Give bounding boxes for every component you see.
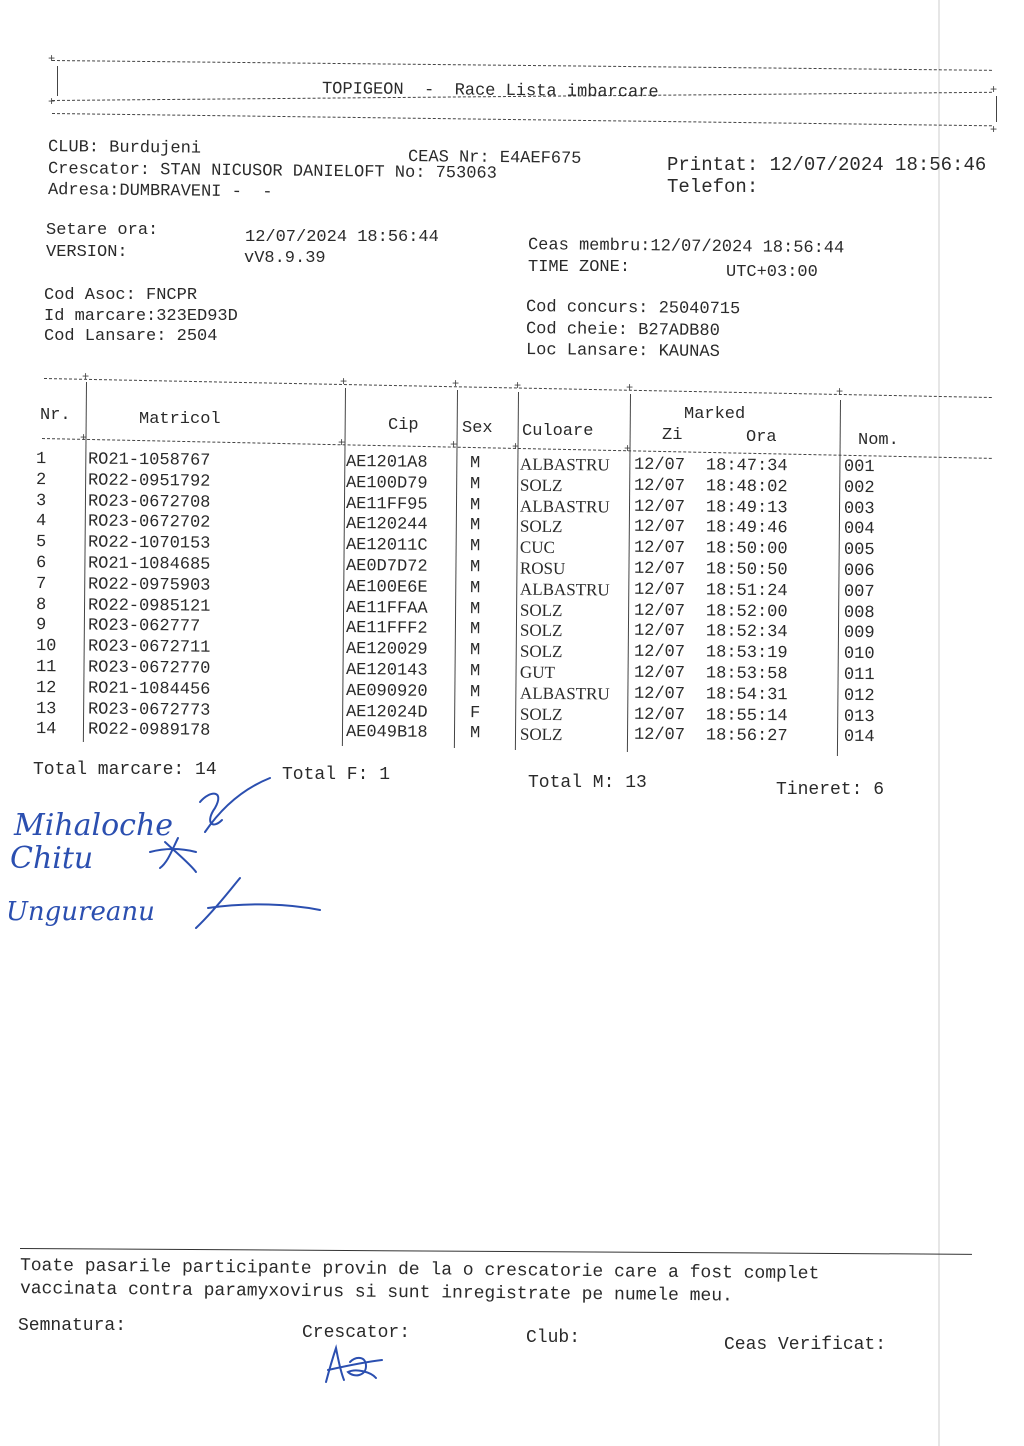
cell-nr: 14	[35, 720, 57, 740]
version-label: VERSION:	[46, 243, 128, 262]
cell-nom: 001	[843, 457, 875, 478]
cell-cip: AE100D79	[345, 473, 428, 494]
footer-rule	[20, 1248, 972, 1255]
cell-cip: AE100E6E	[345, 577, 428, 598]
cell-zi: 12/07	[633, 580, 686, 601]
cell-culoare: ALBASTRU	[519, 579, 610, 600]
cell-ora: 18:51:24	[705, 581, 788, 602]
cell-cip: AE120029	[345, 640, 428, 660]
cell-nr: 5	[35, 533, 47, 553]
cell-zi: 12/07	[633, 538, 686, 559]
statement-line-2: vaccinata contra paramyxovirus si sunt inregistrate pe numele meu.	[19, 1279, 733, 1307]
cell-sex: M	[469, 454, 481, 474]
header-zi: Zi	[662, 426, 683, 445]
cell-nom: 006	[843, 561, 875, 582]
cell-zi: 12/07	[633, 705, 686, 725]
header-ora: Ora	[746, 428, 777, 447]
cell-cip: AE0D7D72	[345, 556, 428, 577]
cell-ora: 18:52:00	[705, 602, 788, 622]
cell-cip: AE120244	[345, 515, 428, 536]
header-sex: Sex	[462, 419, 493, 438]
cell-nom: 012	[843, 686, 875, 706]
club-label: Club:	[526, 1328, 581, 1348]
handwritten-name-2: Chitu	[10, 841, 94, 876]
cell-ora: 18:48:02	[705, 477, 788, 498]
cell-zi: 12/07	[633, 559, 686, 580]
cell-nr: 11	[35, 658, 57, 678]
statement-line-1: Toate pasarile participante provin de la o crescatorie care a fost complet	[19, 1256, 820, 1285]
ceas-line: CEAS Nr: E4AEF675	[407, 148, 582, 169]
cod-concurs: Cod concurs: 25040715	[525, 298, 741, 320]
id-marcare: Id marcare:323ED93D	[44, 307, 238, 326]
cell-nom: 014	[843, 728, 875, 748]
header-nom: Nom.	[858, 431, 899, 450]
time-zone-value: UTC+03:00	[726, 263, 818, 282]
handwritten-name-1: Mihaloche	[14, 808, 174, 843]
cod-asoc: Cod Asoc: FNCPR	[44, 286, 198, 305]
telefon-line: Telefon:	[667, 176, 759, 198]
cell-sex: M	[469, 578, 481, 599]
cell-matricol: RO21-1058767	[87, 450, 211, 471]
cell-nom: 013	[843, 707, 875, 727]
handwritten-signatures	[0, 760, 360, 960]
cell-zi: 12/07	[633, 518, 686, 538]
cell-nom: 003	[843, 499, 875, 519]
cell-culoare: SOLZ	[519, 641, 563, 662]
cell-culoare: SOLZ	[519, 517, 563, 537]
report-title: TOPIGEON - Race Lista imbarcare	[321, 80, 659, 103]
cell-culoare: ROSU	[519, 558, 566, 579]
cell-ora: 18:50:00	[705, 539, 788, 560]
crescator-line: Crescator: STAN NICUSOR DANIELOFT No: 753063	[47, 160, 497, 184]
cell-sex: M	[469, 682, 481, 703]
cell-zi: 12/07	[633, 622, 686, 642]
cell-ora: 18:52:34	[705, 622, 788, 643]
cell-ora: 18:54:31	[705, 685, 788, 706]
cell-matricol: RO23-062777	[87, 616, 201, 637]
cell-ora: 18:53:19	[705, 643, 788, 664]
cell-nom: 010	[843, 644, 875, 665]
cell-sex: M	[469, 724, 481, 744]
cell-nr: 7	[35, 574, 47, 594]
cell-zi: 12/07	[633, 726, 686, 746]
cell-zi: 12/07	[633, 642, 686, 663]
cell-cip: AE090920	[345, 681, 428, 702]
cell-sex: F	[469, 703, 481, 723]
time-zone-label: TIME ZONE:	[528, 258, 631, 277]
printat-line: Printat: 12/07/2024 18:56:46	[667, 154, 987, 176]
cell-matricol: RO23-0672711	[87, 637, 211, 658]
cell-ora: 18:50:50	[705, 560, 788, 581]
cell-matricol: RO21-1084456	[87, 679, 211, 700]
ceas-verificat-label: Ceas Verificat:	[724, 1335, 887, 1355]
handwritten-name-3: Ungureanu	[6, 897, 155, 927]
cell-matricol: RO23-0672773	[87, 700, 211, 721]
crescator-label: Crescator:	[302, 1323, 411, 1343]
cell-zi: 12/07	[633, 476, 686, 497]
cell-cip: AE12011C	[345, 536, 428, 556]
cell-nom: 009	[843, 624, 875, 644]
cell-nr: 6	[35, 554, 47, 574]
cell-nr: 10	[35, 637, 57, 657]
header-marked: Marked	[684, 405, 746, 424]
cell-sex: M	[469, 537, 481, 557]
cell-sex: M	[469, 474, 481, 495]
cell-ora: 18:53:58	[705, 664, 788, 685]
cell-nr: 4	[35, 512, 47, 532]
cell-matricol: RO22-0985121	[87, 596, 211, 617]
cell-sex: M	[469, 516, 481, 536]
cell-culoare: SOLZ	[519, 704, 563, 724]
cell-ora: 18:49:13	[705, 498, 788, 518]
club-line: CLUB: Burdujeni	[47, 138, 202, 159]
cell-culoare: SOLZ	[519, 621, 563, 641]
cell-nr: 2	[35, 470, 47, 490]
total-m: Total M: 13	[528, 773, 647, 793]
crescator-signature	[316, 1342, 396, 1392]
cell-culoare: ALBASTRU	[519, 496, 610, 517]
cell-matricol: RO22-1070153	[87, 533, 211, 554]
total-f: Total F: 1	[282, 765, 391, 785]
ceas-membru-line: Ceas membru:12/07/2024 18:56:44	[527, 236, 845, 259]
cell-matricol: RO22-0951792	[87, 471, 211, 492]
cell-culoare: SOLZ	[519, 475, 563, 495]
cod-cheie: Cod cheie: B27ADB80	[525, 320, 720, 342]
header-nr: Nr.	[40, 406, 71, 425]
cell-matricol: RO23-0672708	[87, 492, 211, 513]
adresa-line: Adresa:DUMBRAVENI - -	[47, 181, 273, 203]
cell-ora: 18:55:14	[705, 706, 788, 726]
version-value: vV8.9.39	[244, 249, 326, 268]
cell-culoare: SOLZ	[519, 600, 563, 620]
cell-matricol: RO21-1084685	[87, 554, 211, 575]
header-cip: Cip	[388, 416, 419, 435]
cell-culoare: ALBASTRU	[519, 454, 610, 475]
cell-nom: 002	[843, 478, 875, 498]
cell-nr: 1	[35, 450, 47, 470]
cell-nr: 9	[35, 616, 47, 636]
cell-matricol: RO23-0672770	[87, 658, 211, 679]
tineret: Tineret: 6	[776, 780, 885, 800]
cell-sex: M	[469, 641, 481, 661]
total-marcare: Total marcare: 14	[33, 760, 217, 780]
header-culoare: Culoare	[522, 422, 594, 441]
cell-culoare: ALBASTRU	[519, 683, 610, 704]
cell-nom: 011	[843, 665, 875, 686]
cell-matricol: RO22-0975903	[87, 575, 211, 596]
cell-cip: AE11FFF2	[345, 619, 428, 640]
cell-ora: 18:49:46	[705, 518, 788, 539]
loc-lansare: Loc Lansare: KAUNAS	[525, 341, 720, 363]
cell-ora: 18:56:27	[705, 726, 788, 747]
cell-culoare: GUT	[519, 662, 556, 682]
cell-zi: 12/07	[633, 497, 686, 517]
cod-lansare: Cod Lansare: 2504	[44, 327, 218, 346]
cell-cip: AE1201A8	[345, 452, 428, 473]
cell-cip: AE11FFAA	[345, 598, 428, 619]
cell-ora: 18:47:34	[705, 456, 788, 477]
cell-sex: M	[469, 495, 481, 515]
cell-nr: 8	[35, 595, 47, 615]
cell-cip: AE11FF95	[345, 494, 428, 515]
cell-nr: 3	[35, 491, 47, 511]
cell-culoare: CUC	[519, 537, 556, 558]
cell-cip: AE049B18	[345, 723, 428, 744]
cell-sex: M	[469, 620, 481, 640]
cell-zi: 12/07	[633, 455, 686, 476]
page-edge-shadow	[938, 0, 940, 1446]
cell-culoare: SOLZ	[519, 725, 563, 745]
cell-sex: M	[469, 599, 481, 619]
cell-sex: M	[469, 662, 481, 682]
cell-cip: AE12024D	[345, 702, 428, 723]
semnatura-label: Semnatura:	[18, 1316, 127, 1336]
cell-nom: 005	[843, 540, 875, 561]
cell-nom: 007	[843, 582, 875, 602]
cell-nr: 12	[35, 678, 57, 698]
cell-matricol: RO22-0989178	[87, 720, 211, 742]
setare-label: Setare ora:	[46, 221, 159, 240]
cell-nr: 13	[35, 699, 57, 719]
cell-matricol: RO23-0672702	[87, 512, 211, 534]
cell-zi: 12/07	[633, 601, 686, 621]
cell-nom: 004	[843, 520, 875, 540]
cell-sex: M	[469, 558, 481, 578]
cell-cip: AE120143	[345, 660, 428, 681]
cell-zi: 12/07	[633, 684, 686, 705]
setare-value: 12/07/2024 18:56:44	[245, 228, 439, 247]
cell-zi: 12/07	[633, 663, 686, 684]
cell-nom: 008	[843, 603, 875, 623]
header-matricol: Matricol	[139, 410, 221, 429]
